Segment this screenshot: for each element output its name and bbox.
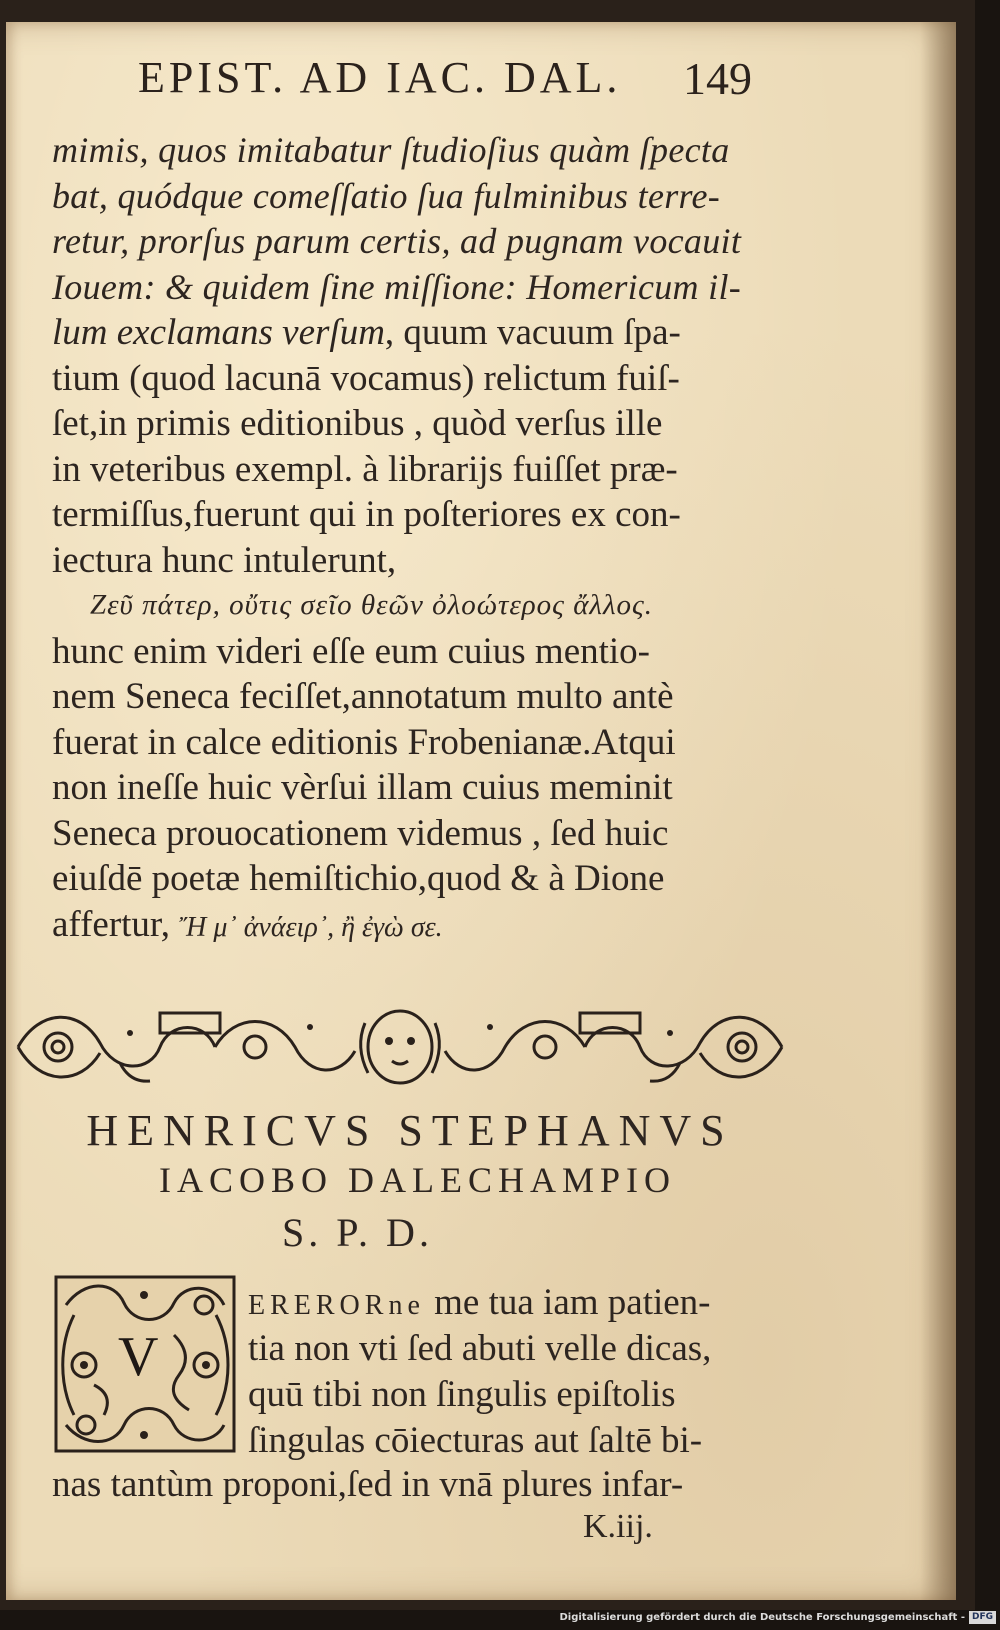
- text-line: iectura hunc intulerunt,: [52, 539, 397, 581]
- text-line: Seneca prouocationem videmus , ſed huic: [52, 812, 669, 854]
- text-line: fuerat in calce editionis Frobenianæ.Atqui: [52, 721, 676, 763]
- text-line: [52, 310, 752, 356]
- roman-phrase: me tua iam patien-: [424, 1282, 711, 1323]
- text-line: termiſſus,fuerunt qui in poſteriores ex con-: [52, 494, 681, 535]
- text-line: nem Seneca feciſſet,annotatum multo antè: [52, 676, 674, 717]
- headpiece-ornament: [10, 1003, 790, 1091]
- page-number: 149: [683, 53, 752, 104]
- greek-verse-line: Ζεῦ πάτερ, οὔτις σεῖο θεῶν ὀλοώτερος ἄλλος.: [90, 589, 654, 621]
- main-text-block: [52, 128, 752, 947]
- running-head: EPIST. AD IAC. DAL.: [138, 53, 622, 102]
- text-line: mimis, quos imitabatur ſtudioſius quàm ſpecta: [52, 130, 730, 170]
- letter-heading: [50, 1105, 770, 1255]
- page-spine-shadow: [920, 22, 956, 1600]
- letter-salutation: S. P. D.: [282, 1210, 433, 1255]
- text-line: retur, prorſus parum certis, ad pugnam vocauit: [52, 221, 742, 261]
- text-line: [52, 902, 752, 948]
- small-caps-opening: ERERORne: [248, 1290, 425, 1321]
- text-line: Iouem: & quidem ſine miſſione: Homericum il-: [52, 266, 742, 307]
- credit-text: Digitalisierung gefördert durch die Deutsche Forschungsgemeinschaft -: [559, 1612, 965, 1623]
- text-line: tia non vti ſed abuti velle dicas,: [248, 1328, 712, 1369]
- signature-mark: K.iij.: [583, 1508, 653, 1545]
- text-line: ſet,in primis editionibus , quòd verſus ille: [52, 403, 663, 444]
- text-line: ſingulas cōiecturas aut ſaltē bi-: [248, 1420, 703, 1461]
- greek-hemistich: Ἤ μ᾽ ἀνάειρ᾽, ἢ ἐγὼ σε.: [179, 911, 443, 943]
- text-line: eiuſdē poetæ hemiſtichio,quod & à Dione: [52, 858, 665, 899]
- letter-recipient: IACOBO DALECHAMPIO: [158, 1160, 676, 1200]
- text-line: quū tibi non ſingulis epiſtolis: [248, 1374, 676, 1415]
- digitization-credit: [559, 1610, 996, 1626]
- text-line: [248, 1280, 768, 1326]
- decorated-initial: [54, 1275, 236, 1453]
- dfg-logo: DFG: [969, 1611, 996, 1624]
- text-line: nas tantùm proponi,ſed in vnā plures infar-: [52, 1464, 684, 1505]
- initial-letter: V: [118, 1326, 159, 1388]
- letter-sender: HENRICVS STEPHANVS: [86, 1106, 734, 1155]
- text-line: hunc enim videri eſſe eum cuius mentio-: [52, 630, 650, 672]
- italic-phrase: lum exclamans verſum: [52, 312, 385, 353]
- roman-phrase: affertur,: [52, 903, 180, 945]
- text-line: bat, quódque comeſſatio ſua fulminibus terre-: [52, 175, 721, 216]
- letter-opening-text: [248, 1280, 768, 1464]
- text-line: in veteribus exempl. à librarijs fuiſſet præ-: [52, 448, 678, 490]
- text-line: non ineſſe huic vèrſui illam cuius meminit: [52, 767, 673, 808]
- text-line: tium (quod lacunā vocamus) relictum fuiſ-: [52, 357, 680, 399]
- roman-phrase: , quum vacuum ſpa-: [384, 312, 681, 353]
